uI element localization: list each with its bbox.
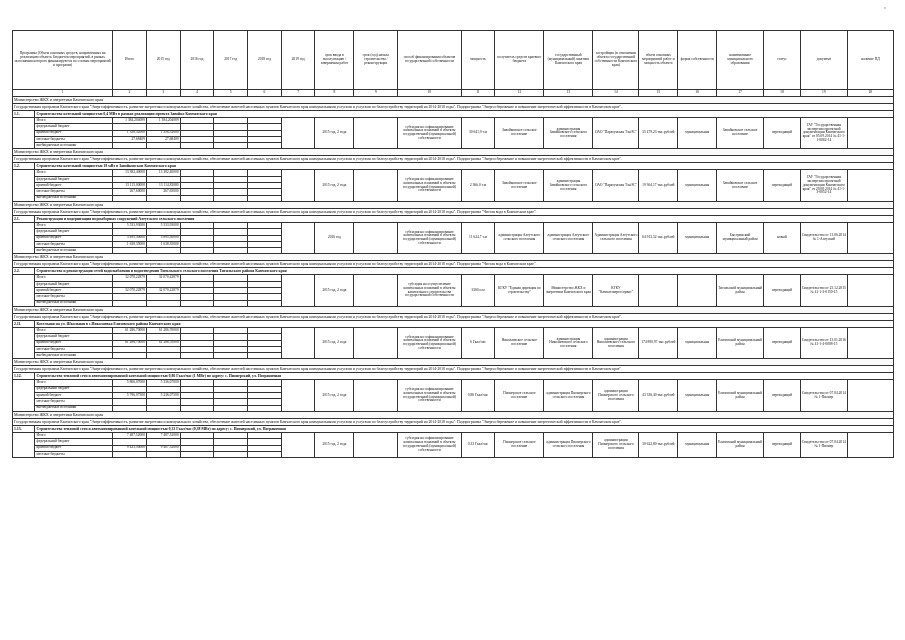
- capacity: 3360 п.м: [461, 275, 495, 306]
- document: ГАУ "Государственная экспертиза проектной документации Камчатского края" от 29.08.2014 № 41-1-3-0052-14: [800, 170, 847, 201]
- ownership-form: муниципальная: [678, 118, 717, 149]
- year-2019-value: [281, 432, 315, 457]
- year-2015-value: 32 070,22879: [146, 288, 180, 294]
- total-value: 1 638,35000: [113, 241, 147, 247]
- state-customer: администрация Николаевского сельского поселения: [544, 327, 593, 358]
- budget-recipient: Завойковское сельское поселение: [495, 170, 544, 201]
- capacity: 30 641,9 т.м: [461, 118, 495, 149]
- works-volume: 35 479,23 тыс.рублей: [639, 118, 678, 149]
- commission-term: 2015 год, 2 года: [315, 275, 354, 306]
- project-title: Строительство тепловой сети и автоматизированной котельной мощностью 0,33 Гкал/час (0,38 МВт) по адресу: с. Пионерский, ул. Пограничная: [35, 425, 894, 432]
- status: переходящий: [764, 275, 801, 306]
- header-cell: срок ввода в эксплуатацию / завершения работ: [315, 31, 354, 90]
- status: переходящий: [764, 327, 801, 358]
- municipality: Елизовский муниципальный район: [717, 327, 764, 358]
- funding-source: федеральный бюджет: [35, 439, 113, 445]
- funding-source: Итого: [35, 222, 113, 228]
- project-row: [13, 111, 894, 118]
- header-cell: 2017 год: [214, 31, 248, 90]
- capacity: 0,33 Гкал/час: [461, 432, 495, 457]
- year-2015-value: 1 384,204089: [146, 118, 180, 124]
- capacity: 6 Гкал/час: [461, 327, 495, 358]
- column-number: 5: [214, 90, 248, 97]
- year-2015-value: 1 356,52000: [146, 130, 180, 136]
- developer: КГКУ "Камчатэнергосервис": [593, 275, 639, 306]
- project-title: Котельная на ул. Школьная в с.Николаевка Елизовского района Камчатского края: [35, 320, 894, 327]
- works-volume: [639, 275, 678, 306]
- program-title: Государственная программа Камчатского края "Энергоэффективность, развитие энергетики и коммунального хозяйства, обеспечение жителей населенных пунктов Камчатского края коммунальными услугами и услугами по благоустройству территорий на 2014-2018 годы". Подпрограмма "Чистая вода в Камчатском крае".: [13, 261, 894, 268]
- status: переходящий: [764, 170, 801, 201]
- financing-method: субсидия на софинансирование капитальных вложений в объекты государственной (муниципальной) собственности: [398, 327, 461, 358]
- funding-source: краевой бюджет: [35, 445, 113, 451]
- start-year: [354, 432, 398, 457]
- year-2019-value: [281, 118, 315, 149]
- investment-table: [12, 30, 894, 458]
- capacity: 0,86 Гкал/час: [461, 380, 495, 411]
- column-number: 15: [639, 90, 678, 97]
- funding-source: Итого: [35, 432, 113, 438]
- total-value: 9 423,50000: [113, 445, 147, 451]
- state-customer: администрация Пионерского сельского поселения: [544, 432, 593, 457]
- header-cell: государственный (муниципальный) заказчик Камчатского края: [544, 31, 593, 90]
- program-title: Государственная программа Камчатского края "Энергоэффективность, развитие энергетики и коммунального хозяйства, обеспечение жителей населенных пунктов Камчатского края коммунальными услугами и услугами по благоустройству территорий на 2014-2018 годы". Подпрограмма "Энергосбережение и повышение энергетической эффективности в Камчатском крае".: [13, 156, 894, 163]
- funding-source: федеральный бюджет: [35, 334, 113, 340]
- ownership-form: муниципальная: [678, 380, 717, 411]
- municipality: Елизовский муниципальный район: [717, 432, 764, 457]
- blank-cell: [13, 222, 35, 253]
- financing-method: субсидия на софинансирование капитальных вложений в объекты государственной (муниципальной) собственности: [398, 432, 461, 457]
- works-volume: 30 622,80 тыс.рублей: [639, 432, 678, 457]
- column-number: 7: [281, 90, 315, 97]
- project-row: [13, 215, 894, 222]
- developer: администрация Пионерского сельского поселения: [593, 380, 639, 411]
- funding-source: Итого: [35, 275, 113, 281]
- column-number: 16: [678, 90, 717, 97]
- developer: Администрация Алеутского сельского поселения: [593, 222, 639, 253]
- status: новый: [764, 222, 801, 253]
- year-2015-value: 13 382,40000: [146, 170, 180, 176]
- column-number: 3: [146, 90, 180, 97]
- municipality: Елизовский муниципальный район: [717, 380, 764, 411]
- works-volume: 19 364,17 тыс.рублей: [639, 170, 678, 201]
- funding-source: краевой бюджет: [35, 130, 113, 136]
- funding-source: местные бюджеты: [35, 346, 113, 352]
- funding-source: краевой бюджет: [35, 183, 113, 189]
- header-cell: Итого: [113, 31, 147, 90]
- ministry-name: Министерство ЖКХ и энергетики Камчатского края: [13, 411, 894, 418]
- ministry-row: [13, 306, 894, 313]
- project-title: Строительство котельной мощностью 0,4 МВт в рамках реализации проекта Завойко Камчатского края: [35, 111, 894, 118]
- document: ГАУ "Государственная экспертиза проектной документации Камчатского края" от 05.09.2014 № 41-1-1-0082-14: [800, 118, 847, 149]
- funding-source: Итого: [35, 327, 113, 333]
- commission-term: 2015 год, 2 года: [315, 327, 354, 358]
- design-docs: [847, 275, 893, 306]
- total-value: 13 115,00000: [113, 183, 147, 189]
- ownership-form: муниципальная: [678, 170, 717, 201]
- ownership-form: муниципальная: [678, 222, 717, 253]
- funding-source: внебюджетные источники: [35, 248, 113, 254]
- budget-recipient: администрация Алеутского сельского поселения: [495, 222, 544, 253]
- start-year: [354, 275, 398, 306]
- column-number: 6: [248, 90, 282, 97]
- funding-source: Итого: [35, 170, 113, 176]
- start-year: [354, 380, 398, 411]
- total-value: 13 382,40000: [113, 170, 147, 176]
- capacity: 2 366,0 т.м: [461, 170, 495, 201]
- budget-recipient: КГКУ "Единая дирекция по строительству": [495, 275, 544, 306]
- financing-method: субсидия на софинансирование капитальных вложений в объекты государственной (муниципальной) собственности: [398, 118, 461, 149]
- ministry-row: [13, 254, 894, 261]
- year-2015-value: 9 407,52000: [146, 445, 180, 451]
- ministry-name: Министерство ЖКХ и энергетики Камчатского края: [13, 201, 894, 208]
- funding-source: краевой бюджет: [35, 393, 113, 399]
- state-customer: администрация Завойковского сельского поселения: [544, 170, 593, 201]
- total-value: 32 070,22879: [113, 288, 147, 294]
- ministry-row: [13, 201, 894, 208]
- year-2015-value: 7 487,52000: [146, 432, 180, 438]
- funding-source: федеральный бюджет: [35, 386, 113, 392]
- header-cell: наименование муниципального образования: [717, 31, 764, 90]
- status: переходящий: [764, 380, 801, 411]
- ministry-name: Министерство ЖКХ и энергетики Камчатского края: [13, 149, 894, 156]
- state-customer: Министерство ЖКХ и энергетики Камчатского края: [544, 275, 593, 306]
- project-title: Строительство и реконструкция сетей водоснабжения и водоотведения Тигильского сельского поселения Тигильского района Камчатского края: [35, 268, 894, 275]
- program-title: Государственная программа Камчатского края "Энергоэффективность, развитие энергетики и коммунального хозяйства, обеспечение жителей населенных пунктов Камчатского края коммунальными услугами и услугами по благоустройству территорий на 2014-2018 годы". Подпрограмма "Чистая вода в Камчатском крае".: [13, 208, 894, 215]
- commission-term: 2015 год, 2 года: [315, 432, 354, 457]
- total-value: 1 356,52000: [113, 130, 147, 136]
- funding-source: местные бюджеты: [35, 241, 113, 247]
- header-cell: способ финансирования объектов государственной собственности: [398, 31, 461, 90]
- ministry-row: [13, 149, 894, 156]
- document: Свидетельство от 07.04.2014 № 1-Пионер: [800, 432, 847, 457]
- start-year: [354, 327, 398, 358]
- document: Свидетельство от 13.01.2016 № 41-1-4-0008-15: [800, 327, 847, 358]
- project-row: [13, 373, 894, 380]
- corner-mark: ': [884, 6, 886, 14]
- project-title: Строительство тепловой сети и автоматизированной котельной мощностью 0,86 Гкал/час (1 МВт) по адресу: с. Пионерский, ул. Пограничная: [35, 373, 894, 380]
- year-2016-value: [180, 451, 214, 457]
- funding-source: местные бюджеты: [35, 294, 113, 300]
- municipality: Завойковское сельское поселение: [717, 118, 764, 149]
- year-2018-value: [248, 451, 282, 457]
- status: переходящий: [764, 432, 801, 457]
- ministry-name: Министерство ЖКХ и энергетики Камчатского края: [13, 306, 894, 313]
- blank-cell: [13, 432, 35, 457]
- header-cell: Программа (Объем основных средств, направленных на реализацию объекта. Бюджетов мероприятий, в рамках исполнения которого финансируются по статьям мероприятий и программ): [13, 31, 113, 90]
- total-value: 32 070,22879: [113, 275, 147, 281]
- header-cell: мощность: [461, 31, 495, 90]
- funding-source: краевой бюджет: [35, 235, 113, 241]
- start-year: [354, 118, 398, 149]
- funding-source: внебюджетные источники: [35, 300, 113, 306]
- program-title: Государственная программа Камчатского края "Энергоэффективность, развитие энергетики и коммунального хозяйства, обеспечение жителей населенных пунктов Камчатского края коммунальными услугами и услугами по благоустройству территорий на 2014-2018 годы". Подпрограмма "Энергосбережение и повышение энергетической эффективности в Камчатском крае".: [13, 313, 894, 320]
- year-2015-value: 61 286,70000: [146, 340, 180, 346]
- start-year: [354, 222, 398, 253]
- commission-term: 2015 год, 2 года: [315, 380, 354, 411]
- blank-cell: [13, 170, 35, 201]
- funding-source: Итого: [35, 118, 113, 124]
- municipality: Тигильский муниципальный район: [717, 275, 764, 306]
- year-2015-value: 5 533,93000: [146, 222, 180, 228]
- project-number: 2.1.: [13, 215, 35, 222]
- year-2015-value: 13 114,83080: [146, 183, 180, 189]
- column-number: 1: [13, 90, 113, 97]
- column-number: 19: [800, 90, 847, 97]
- budget-recipient: Пионерское сельское поселение: [495, 432, 544, 457]
- project-number: 1.12.: [13, 373, 35, 380]
- total-value: [113, 451, 147, 457]
- program-title: Государственная программа Камчатского края "Энергоэффективность, развитие энергетики и коммунального хозяйства, обеспечение жителей населенных пунктов Камчатского края коммунальными услугами и услугами по благоустройству территорий на 2014-2018 годы". Подпрограмма "Энергосбережение и повышение энергетической эффективности в Камчатском крае".: [13, 418, 894, 425]
- total-value: 27,68409: [113, 136, 147, 142]
- year-2019-value: [281, 275, 315, 306]
- commission-term: 2016 год: [315, 222, 354, 253]
- header-row: [13, 31, 894, 90]
- works-volume: 64 913,52 тыс.рублей: [639, 222, 678, 253]
- design-docs: [847, 170, 893, 201]
- header-cell: 2015 год: [146, 31, 180, 90]
- header-cell: срок (год) начала строительства / реконструкции: [354, 31, 398, 90]
- capacity: 11 624,7 т.м: [461, 222, 495, 253]
- year-2015-value: 27,68409: [146, 136, 180, 142]
- column-number: 17: [717, 90, 764, 97]
- financing-method: субсидия на софинансирование капитальных вложений в объекты государственной (муниципальной) собственности: [398, 170, 461, 201]
- total-value: 3 495,30000: [113, 235, 147, 241]
- funding-source: Итого: [35, 380, 113, 386]
- funding-source: местные бюджеты: [35, 451, 113, 457]
- program-row: [13, 313, 894, 320]
- column-number: 13: [544, 90, 593, 97]
- project-number: 1.2.: [13, 163, 35, 170]
- header-cell: 2018 год: [248, 31, 282, 90]
- project-number: 1.13.: [13, 425, 35, 432]
- design-docs: [847, 222, 893, 253]
- status: переходящий: [764, 118, 801, 149]
- total-value: 61 286,70000: [113, 327, 147, 333]
- header-cell: 2016 год: [180, 31, 214, 90]
- state-customer: администрация Алеутского сельского поселения: [544, 222, 593, 253]
- header-cell: застройщик (в отношении объекта государственной собственности Камчатского края): [593, 31, 639, 90]
- year-2019-value: [281, 170, 315, 201]
- document: Свидетельство от 13.06.2014 № 1-Алеуский: [800, 222, 847, 253]
- ministry-row: [13, 97, 894, 104]
- column-number: 4: [180, 90, 214, 97]
- project-number: 2.11.: [13, 320, 35, 327]
- program-row: [13, 418, 894, 425]
- total-value: 267,60000: [113, 189, 147, 195]
- header-cell: наличие ПД: [847, 31, 893, 90]
- municipality: Завойковское сельское поселение: [717, 170, 764, 201]
- developer: ОАО "Паратунская ТэнЭС": [593, 170, 639, 201]
- column-number: 2: [113, 90, 147, 97]
- total-value: 5 533,93000: [113, 222, 147, 228]
- financing-method: субсидия на осуществление капитальных вложений в объекты капитального строительства государственной собственности: [398, 275, 461, 306]
- year-2015-value: 5 336,07000: [146, 380, 180, 386]
- column-number: 8: [315, 90, 354, 97]
- column-number: 12: [495, 90, 544, 97]
- budget-recipient: Николаевское сельское поселение: [495, 327, 544, 358]
- design-docs: [847, 380, 893, 411]
- financing-method: субсидия на софинансирование капитальных вложений в объекты государственной (муниципальной) собственности: [398, 222, 461, 253]
- funding-source: внебюджетные источники: [35, 195, 113, 201]
- program-row: [13, 104, 894, 111]
- program-row: [13, 156, 894, 163]
- financing-method: субсидия на софинансирование капитальных вложений в объекты государственной (муниципальной) собственности: [398, 380, 461, 411]
- column-number: 9: [354, 90, 398, 97]
- funding-source: федеральный бюджет: [35, 176, 113, 182]
- column-number: 11: [461, 90, 495, 97]
- start-year: [354, 170, 398, 201]
- design-docs: [847, 327, 893, 358]
- project-title: Строительство котельной мощностью 18 мВт в Завойковском Камчатского края: [35, 163, 894, 170]
- funding-source: внебюджетные источники: [35, 143, 113, 149]
- blank-cell: [13, 275, 35, 306]
- project-row: [13, 163, 894, 170]
- year-2015-value: 32 070,22879: [146, 275, 180, 281]
- year-2015-value: 1 638,35000: [146, 241, 180, 247]
- document: Свидетельство от 07.04.2014 № 1-Пионер: [800, 380, 847, 411]
- header-cell: 2019 год: [281, 31, 315, 90]
- program-title: Государственная программа Камчатского края "Энергоэффективность, развитие энергетики и коммунального хозяйства, обеспечение жителей населенных пунктов Камчатского края коммунальными услугами и услугами по благоустройству территорий на 2014-2018 годы". Подпрограмма "Энергосбережение и повышение энергетической эффективности в Камчатском крае".: [13, 104, 894, 111]
- state-customer: администрация Завойковского сельского поселения: [544, 118, 593, 149]
- commission-term: 2015 год, 2 года: [315, 118, 354, 149]
- developer: ОАО "Паратунская ТэнЭС": [593, 118, 639, 149]
- program-title: Государственная программа Камчатского края "Энергоэффективность, развитие энергетики и коммунального хозяйства, обеспечение жителей населенных пунктов Камчатского края коммунальными услугами и услугами по благоустройству территорий на 2014-2018 годы". Подпрограмма "Энергосбережение и повышение энергетической эффективности в Камчатском крае".: [13, 366, 894, 373]
- year-2015-value: 3 895,30000: [146, 235, 180, 241]
- project-row: [13, 425, 894, 432]
- year-2019-value: [281, 380, 315, 411]
- works-volume: 174 890,97 тыс.рублей: [639, 327, 678, 358]
- total-value: 5 866,07000: [113, 380, 147, 386]
- total-value: 61 286,70000: [113, 340, 147, 346]
- funding-source: внебюджетные источники: [35, 353, 113, 359]
- column-number: 18: [764, 90, 801, 97]
- municipality: Быстринский муниципальный район: [717, 222, 764, 253]
- funding-source: федеральный бюджет: [35, 124, 113, 130]
- funding-source: краевой бюджет: [35, 288, 113, 294]
- year-2015-value: 61 286,70000: [146, 327, 180, 333]
- year-2015-value: 267,65000: [146, 189, 180, 195]
- project-row: [13, 320, 894, 327]
- program-row: [13, 261, 894, 268]
- funding-source: местные бюджеты: [35, 399, 113, 405]
- column-number: 10: [398, 90, 461, 97]
- header-cell: форма собственности: [678, 31, 717, 90]
- ownership-form: муниципальная: [678, 327, 717, 358]
- document: Свидетельство от 25.12.2015 № 41-1-3-0150-15: [800, 275, 847, 306]
- budget-recipient: Пионерское сельское поселение: [495, 380, 544, 411]
- year-2015-value: [146, 451, 180, 457]
- program-row: [13, 208, 894, 215]
- state-customer: администрация Пионерского сельского поселения: [544, 380, 593, 411]
- design-docs: [847, 118, 893, 149]
- blank-cell: [13, 327, 35, 358]
- budget-recipient: Завойковское сельское поселение: [495, 118, 544, 149]
- total-value: 7 487,52000: [113, 432, 147, 438]
- developer: администрация Николаевского сельского поселения: [593, 327, 639, 358]
- project-number: 2.2.: [13, 268, 35, 275]
- header-cell: получатель средств краевого бюджета: [495, 31, 544, 90]
- ownership-form: [678, 275, 717, 306]
- column-number: 20: [847, 90, 893, 97]
- total-value: 5 796,07500: [113, 393, 147, 399]
- year-2019-value: [281, 222, 315, 253]
- funding-source: внебюджетные источники: [35, 405, 113, 411]
- works-volume: 43 336,40 тыс.рублей: [639, 380, 678, 411]
- ministry-name: Министерство ЖКХ и энергетики Камчатского края: [13, 97, 894, 104]
- year-2019-value: [281, 327, 315, 358]
- ownership-form: муниципальная: [678, 432, 717, 457]
- developer: администрация Пионерского сельского поселения: [593, 432, 639, 457]
- ministry-row: [13, 411, 894, 418]
- design-docs: [847, 432, 893, 457]
- ministry-name: Министерство ЖКХ и энергетики Камчатского края: [13, 254, 894, 261]
- commission-term: 2015 год, 2 года: [315, 170, 354, 201]
- header-cell: статус: [764, 31, 801, 90]
- column-number-row: [13, 90, 894, 97]
- funding-source: федеральный бюджет: [35, 281, 113, 287]
- program-row: [13, 366, 894, 373]
- total-value: 1 384,204089: [113, 118, 147, 124]
- ministry-name: Министерство ЖКХ и энергетики Камчатского края: [13, 359, 894, 366]
- funding-source: местные бюджеты: [35, 136, 113, 142]
- blank-cell: [13, 118, 35, 149]
- year-2015-value: 5 236,07500: [146, 393, 180, 399]
- blank-cell: [13, 380, 35, 411]
- project-title: Реконструкция и модернизация водозаборных сооружений Алеутского сельского поселения: [35, 215, 894, 222]
- ministry-row: [13, 359, 894, 366]
- funding-source: краевой бюджет: [35, 340, 113, 346]
- year-2017-value: [214, 451, 248, 457]
- funding-source: федеральный бюджет: [35, 229, 113, 235]
- header-cell: документ: [800, 31, 847, 90]
- column-number: 14: [593, 90, 639, 97]
- funding-source: местные бюджеты: [35, 189, 113, 195]
- project-number: 1.1.: [13, 111, 35, 118]
- header-cell: объем основных мероприятий работ и мощность объекта: [639, 31, 678, 90]
- project-row: [13, 268, 894, 275]
